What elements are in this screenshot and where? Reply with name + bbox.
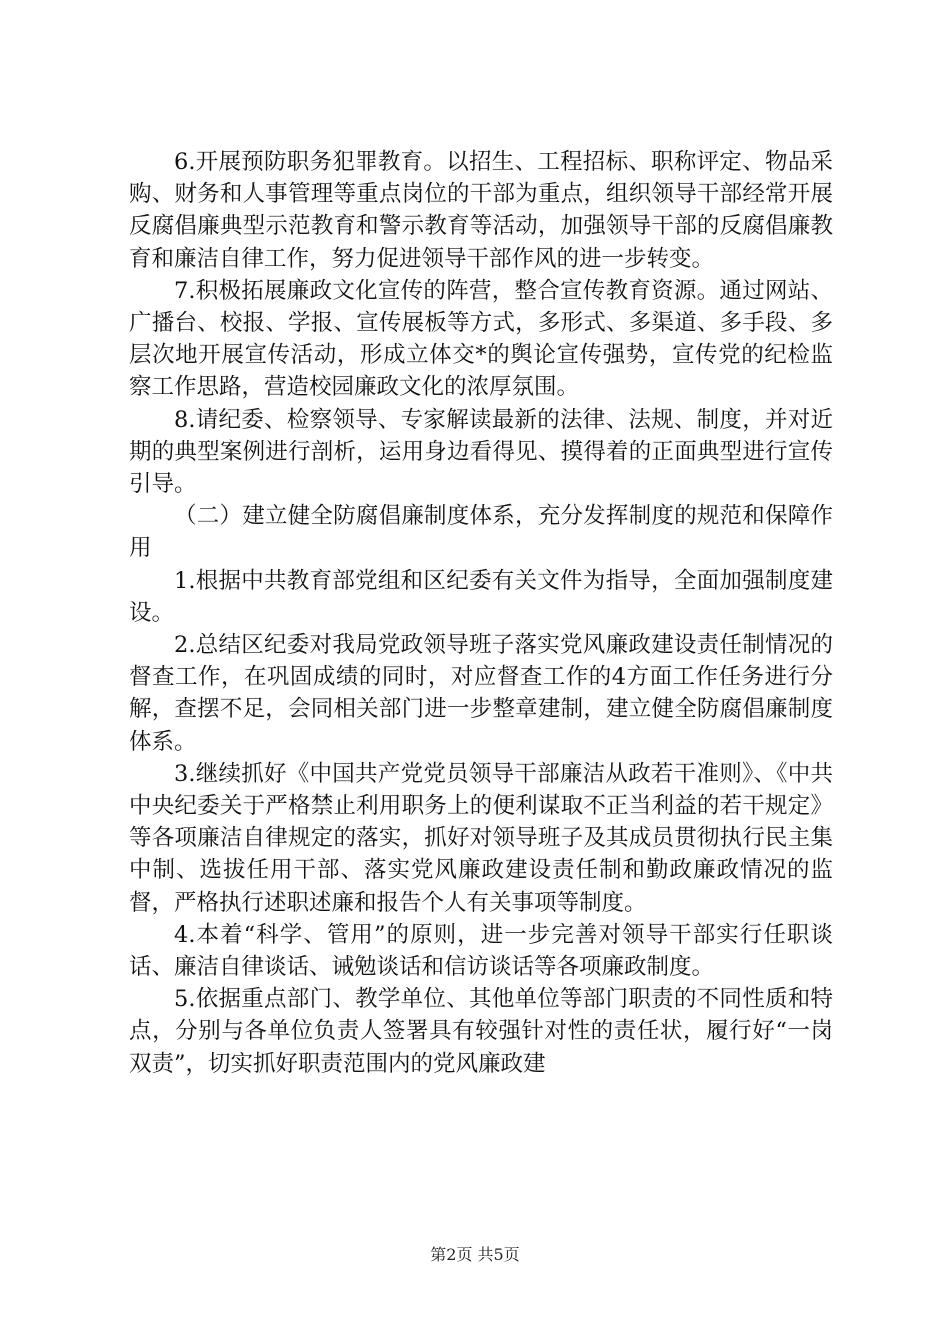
page-number-label: 第2页 共5页 xyxy=(430,1245,520,1264)
paragraph-item-3: 3.继续抓好《中国共产党党员领导干部廉洁从政若干准则》、《中共中央纪委关于严格禁止利用职务上的便利谋取不正当利益的若干规定》等各项廉洁自律规定的落实，抓好对领导班子及其成员贯彻执行民主集中制、选拔任用干部、落实党风廉政建设责任制和勤政廉政情况的监督，严格执行述职述廉和报告个人有关事项等制度。 xyxy=(129,760,833,916)
paragraph-item-2: 2.总结区纪委对我局党政领导班子落实党风廉政建设责任制情况的督查工作，在巩固成绩的同时，对应督查工作的4方面工作任务进行分解，查摆不足，会同相关部门进一步整章建制，建立健全防腐倡廉制度体系。 xyxy=(129,632,833,755)
document-body xyxy=(129,146,833,1080)
paragraph-item-4: 4.本着“科学、管用”的原则，进一步完善对领导干部实行任职谈话、廉洁自律谈话、诫勉谈话和信访谈话等各项廉政制度。 xyxy=(129,921,833,981)
paragraph-item-6: 6.开展预防职务犯罪教育。以招生、工程招标、职称评定、物品采购、财务和人事管理等重点岗位的干部为重点，组织领导干部经常开展反腐倡廉典型示范教育和警示教育等活动，加强领导干部的反腐倡廉教育和廉洁自律工作，努力促进领导干部作风的进一步转变。 xyxy=(129,149,833,272)
paragraph-item-1: 1.根据中共教育部党组和区纪委有关文件为指导，全面加强制度建设。 xyxy=(129,567,833,626)
page-footer xyxy=(0,1245,950,1265)
paragraph-item-8: 8.请纪委、检察领导、专家解读最新的法律、法规、制度，并对近期的典型案例进行剖析，运用身边看得见、摸得着的正面典型进行宣传引导。 xyxy=(129,406,833,498)
section-heading-2: （二）建立健全防腐倡廉制度体系，充分发挥制度的规范和保障作用 xyxy=(129,503,833,562)
paragraph-item-7: 7.积极拓展廉政文化宣传的阵营，整合宣传教育资源。通过网站、广播台、校报、学报、宣传展板等方式，多形式、多渠道、多手段、多层次地开展宣传活动，形成立体交*的舆论宣传强势，宣传党的纪检监察工作思路，营造校园廉政文化的浓厚氛围。 xyxy=(129,277,833,401)
paragraph-item-5: 5.依据重点部门、教学单位、其他单位等部门职责的不同性质和特点，分别与各单位负责人签署具有较强针对性的责任状，履行好“一岗双责”，切实抓好职责范围内的党风廉政建 xyxy=(129,986,833,1077)
